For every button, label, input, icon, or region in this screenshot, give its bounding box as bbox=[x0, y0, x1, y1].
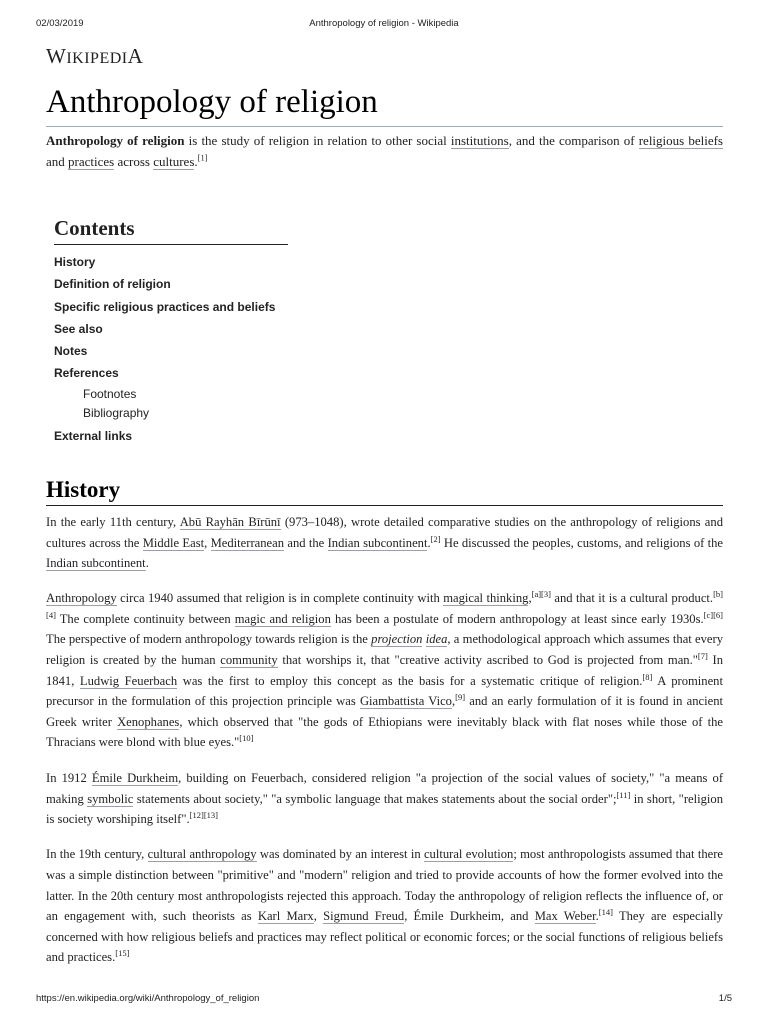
toc-item-external-links[interactable]: External links bbox=[54, 428, 133, 443]
link-practices[interactable]: practices bbox=[68, 153, 115, 169]
reference-marker[interactable]: [2] bbox=[430, 533, 441, 544]
link-ludwig-feuerbach[interactable]: Ludwig Feuerbach bbox=[79, 673, 178, 688]
print-header bbox=[36, 18, 732, 32]
toc-item-definition[interactable]: Definition of religion bbox=[54, 277, 171, 292]
reference-marker[interactable]: [7] bbox=[697, 650, 708, 661]
print-page-title: Anthropology of religion - Wikipedia bbox=[309, 18, 459, 29]
link-indian-subcontinent-2[interactable]: Indian subcontinent bbox=[46, 556, 146, 571]
print-date: 02/03/2019 bbox=[36, 18, 84, 29]
link-anthropology[interactable]: Anthropology bbox=[46, 591, 117, 606]
toc-subitem-bibliography[interactable]: Bibliography bbox=[83, 405, 150, 420]
toc-item-references[interactable]: References bbox=[54, 366, 119, 381]
link-idea[interactable]: idea bbox=[425, 632, 448, 647]
reference-marker[interactable]: [12][13] bbox=[189, 810, 218, 821]
print-footer bbox=[36, 993, 732, 1007]
link-max-weber[interactable]: Max Weber bbox=[534, 909, 596, 924]
toc-item-see-also[interactable]: See also bbox=[54, 321, 103, 336]
lead-section bbox=[46, 131, 723, 172]
toc-item-notes[interactable]: Notes bbox=[54, 344, 88, 359]
toc-item-practices-beliefs[interactable]: Specific religious practices and beliefs bbox=[54, 299, 276, 314]
toc-item-history[interactable]: History bbox=[54, 255, 96, 269]
history-paragraph-1: In the early 11th century, Abū Rayhān Bīrūnī (973–1048), wrote detailed comparative studies on the anthropology of religions and cultures across the Middle East, Mediterranean and the Indian subcontinent.[2] He discussed the peoples, customs, and religions of the Indian subcontinent. bbox=[46, 515, 724, 571]
reference-marker[interactable]: [14] bbox=[598, 906, 613, 917]
link-cultural-evolution[interactable]: cultural evolution bbox=[423, 847, 514, 862]
table-of-contents bbox=[54, 214, 288, 447]
reference-marker[interactable]: [15] bbox=[115, 948, 130, 959]
history-paragraph-2: Anthropology circa 1940 assumed that religion is in complete continuity with magical thinking,[a][3] and that it is a cultural product.[b][4] The complete continuity between magic and religion has been a postulate of modern anthropology at least since early 1930s.[c][6] The perspective of modern anthropology towards religion is the projection idea, a methodological approach which assumes that every religion is created by the human community that worships it, that "creative activity ascribed to God is projected from man."[7] In 1841, Ludwig Feuerbach was the first to employ this concept as the basis for a systematic critique of religion.[8] A prominent precursor in the formulation of this projection principle was Giambattista Vico,[9] and an early formulation of it is found in ancient Greek writer Xenophanes, which observed that "the gods of Ethiopians were inevitably black with flat noses while those of the Thracians were blond with blue eyes."[10] bbox=[46, 589, 724, 750]
reference-marker[interactable]: [c][6] bbox=[703, 609, 723, 620]
link-religious-beliefs[interactable]: religious beliefs bbox=[638, 133, 723, 148]
page-number: 1/5 bbox=[718, 993, 732, 1004]
section-heading-history: History bbox=[46, 475, 723, 506]
reference-marker[interactable]: [1] bbox=[197, 152, 208, 163]
toc-subitem-footnotes[interactable]: Footnotes bbox=[83, 386, 137, 401]
reference-marker[interactable]: [10] bbox=[239, 733, 254, 744]
history-section bbox=[46, 512, 723, 982]
link-community[interactable]: community bbox=[220, 653, 278, 668]
lead-paragraph: Anthropology of religion is the study of religion in relation to other social institutions, and the comparison of religious beliefs and practices across cultures.[1] bbox=[46, 133, 723, 169]
link-magical-thinking[interactable]: magical thinking bbox=[443, 591, 529, 606]
link-institutions[interactable]: institutions bbox=[450, 133, 509, 148]
reference-marker[interactable]: [8] bbox=[642, 671, 653, 682]
link-giambattista-vico[interactable]: Giambattista Vico bbox=[359, 694, 452, 709]
link-biruni[interactable]: Abū Rayhān Bīrūnī bbox=[179, 515, 281, 529]
link-magic-and-religion[interactable]: magic and religion bbox=[234, 611, 331, 626]
toc-title: Contents bbox=[54, 214, 288, 245]
reference-marker[interactable]: [9] bbox=[455, 692, 466, 703]
reference-marker[interactable]: [b][4] bbox=[46, 589, 723, 620]
link-projection[interactable]: projection bbox=[371, 632, 423, 647]
link-mediterranean[interactable]: Mediterranean bbox=[210, 535, 285, 550]
link-emile-durkheim[interactable]: Émile Durkheim bbox=[91, 771, 179, 786]
history-paragraph-4: In the 19th century, cultural anthropology was dominated by an interest in cultural evolution; most anthropologists assumed that there was a simple distinction between "primitive" and "modern" religion and tried to provide accounts of how the former evolved into the latter. In the 20th century most anthropologists rejected this approach. Today the anthropology of religion reflects the influence of, or an engagement with, such theorists as Karl Marx, Sigmund Freud, Émile Durkheim, and Max Weber.[14] They are especially concerned with how religious beliefs and practices may reflect political or economic forces; or the social functions of religious beliefs and practices.[15] bbox=[46, 847, 723, 965]
link-indian-subcontinent[interactable]: Indian subcontinent bbox=[327, 535, 428, 550]
link-sigmund-freud[interactable]: Sigmund Freud bbox=[323, 909, 405, 924]
link-cultures[interactable]: cultures bbox=[153, 153, 195, 169]
reference-marker[interactable]: [11] bbox=[616, 789, 631, 800]
reference-marker[interactable]: [a][3] bbox=[531, 589, 551, 600]
link-karl-marx[interactable]: Karl Marx bbox=[257, 909, 314, 924]
wikipedia-wordmark[interactable]: WIKIPEDIA bbox=[46, 44, 144, 68]
link-middle-east[interactable]: Middle East bbox=[142, 535, 205, 550]
link-cultural-anthropology[interactable]: cultural anthropology bbox=[147, 847, 257, 862]
link-xenophanes[interactable]: Xenophanes bbox=[117, 714, 180, 729]
print-url: https://en.wikipedia.org/wiki/Anthropology_of_religion bbox=[36, 993, 260, 1004]
article-title: Anthropology of religion bbox=[46, 80, 723, 127]
link-symbolic[interactable]: symbolic bbox=[87, 791, 134, 806]
history-paragraph-3: In 1912 Émile Durkheim, building on Feuerbach, considered religion "a projection of the social values of society," "a means of making symbolic statements about society," "a symbolic language that makes statements about the social order";[11] in short, "religion is society worshiping itself".[12][13] bbox=[46, 771, 724, 827]
